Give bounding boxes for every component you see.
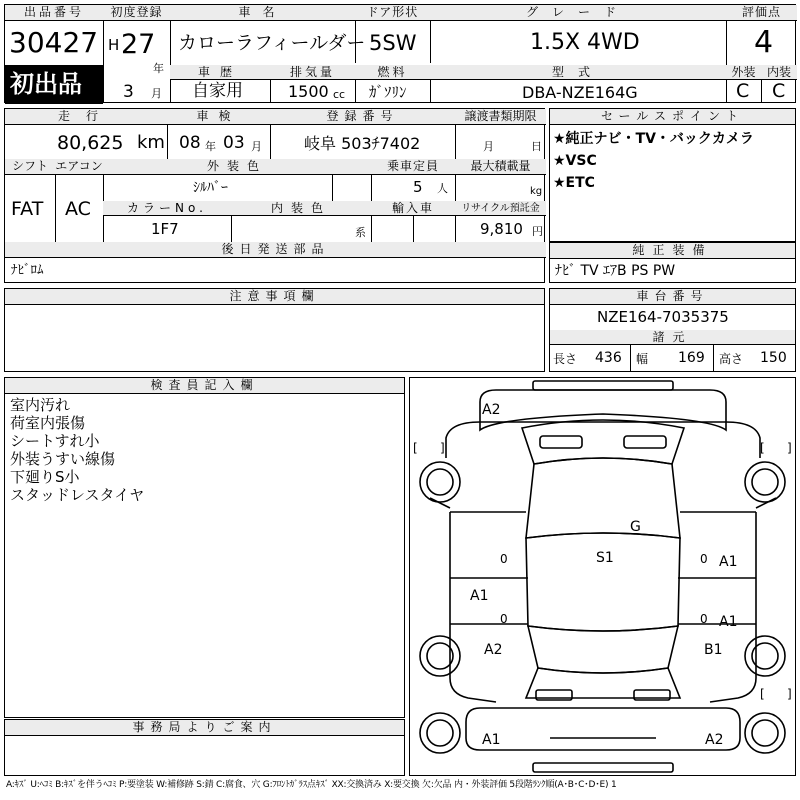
sales-point-3: ★ETC — [553, 175, 595, 191]
fuel-value: ｶﾞｿﾘﾝ — [369, 83, 407, 101]
door-label: ドア形状 — [355, 5, 430, 21]
load-cell — [455, 159, 546, 201]
grade-value: 1.5X 4WD — [530, 30, 640, 55]
model-label: 型式 — [430, 65, 726, 80]
model-value: DBA-NZE164G — [522, 83, 638, 102]
wid-value: 169 — [678, 350, 705, 366]
car-name: カローラフィールダー — [178, 32, 366, 54]
cap-cell — [371, 159, 455, 201]
import-label: 輸入車 — [371, 201, 455, 216]
transfer-cell — [455, 109, 546, 159]
score-label: 評価点 — [726, 5, 797, 21]
plate-cell — [270, 109, 455, 159]
transfer-month: 月 — [483, 140, 494, 153]
mark-a1-left-front: A1 — [470, 588, 489, 604]
mark-a2-bottom-right: A2 — [705, 732, 724, 748]
fuel-label: 燃料 — [355, 65, 430, 80]
score-cell — [726, 5, 797, 65]
standard-equipment-value: ﾅﾋﾞ TV ｴｱB PS PW — [555, 263, 676, 279]
fuel-cell — [355, 65, 430, 104]
reg-year-unit: 年 — [153, 62, 164, 75]
colorno-label: カラーNo. — [103, 201, 231, 216]
damage-diagram-box — [409, 377, 796, 776]
intcolor-label: 内装色 — [231, 201, 371, 216]
reg-cell — [103, 5, 170, 104]
chassis-box — [549, 288, 796, 372]
inspect-year: 08 — [179, 133, 201, 153]
door-value: 5SW — [369, 31, 417, 55]
inspect-month-unit: 月 — [251, 140, 262, 153]
ac-value: AC — [65, 198, 91, 220]
reg-month-unit: 月 — [151, 87, 162, 100]
load-label: 最大積載量 — [455, 159, 546, 175]
dims-label: 諸元 — [550, 330, 795, 345]
mark-a1-right-rear: A1 — [719, 614, 738, 630]
disp-unit: cc — [333, 88, 346, 101]
reg-era: H — [108, 36, 120, 54]
mark-zero-1: 0 — [500, 552, 508, 566]
score-value: 4 — [754, 25, 774, 60]
ac-label: エアコン — [55, 159, 103, 173]
sales-point-1: ★純正ナビ・TV・バックカメラ — [553, 131, 754, 147]
int-label: 内装 — [761, 65, 797, 80]
lot-number: 30427 — [9, 26, 99, 59]
lot-cell — [5, 5, 103, 65]
disp-cell — [270, 65, 355, 104]
inspect-cell — [167, 109, 270, 159]
first-listing-text: 初出品 — [10, 70, 82, 98]
inspector-line-1: 室内汚れ — [10, 396, 71, 414]
cap-value: 5 — [413, 178, 423, 196]
inspector-line-3: シートすれ小 — [10, 432, 100, 450]
first-listing-badge — [5, 65, 103, 104]
sales-point-2: ★VSC — [553, 153, 597, 169]
header-box — [4, 4, 796, 103]
shift-label: シフト — [5, 159, 55, 175]
history-label: 車歴 — [170, 65, 270, 80]
cap-label: 乗車定員 — [371, 159, 455, 175]
inspector-line-5: 下廻りS小 — [10, 468, 80, 486]
grade-label: グレード — [430, 5, 726, 21]
disp-value: 1500 — [288, 82, 329, 101]
int-value: C — [772, 80, 786, 102]
len-value: 436 — [595, 350, 622, 366]
hgt-value: 150 — [760, 350, 787, 366]
standard-equipment-label: 純正装備 — [550, 243, 795, 259]
intcolor-unit: 系 — [355, 226, 366, 239]
plate-value: 岐阜 503ﾁ7402 — [304, 134, 421, 153]
ext-label: 外装 — [726, 65, 761, 80]
inspector-box — [4, 377, 405, 718]
shift-value: FAT — [11, 198, 44, 220]
inspector-line-2: 荷室内張傷 — [10, 414, 86, 432]
office-box — [4, 719, 405, 776]
colorno-value: 1F7 — [151, 220, 179, 238]
recycle-unit: 円 — [532, 225, 543, 238]
lot-label: 出品番号 — [5, 5, 103, 21]
shift-cell — [5, 159, 55, 242]
mark-zero-2: 0 — [700, 552, 708, 566]
reg-month: 3 — [123, 82, 134, 102]
name-label: 車名 — [170, 5, 355, 21]
mileage-unit: km — [137, 132, 165, 153]
ext-value: C — [736, 80, 750, 102]
plate-label: 登録番号 — [270, 109, 455, 125]
transfer-label: 譲渡書類期限 — [455, 109, 546, 125]
ac-cell — [55, 159, 103, 242]
car-diagram — [410, 378, 795, 775]
post-label: 後日発送部品 — [5, 242, 546, 258]
hgt-label: 高さ — [719, 352, 744, 366]
history-value: 自家用 — [192, 81, 243, 101]
notes-label: 注意事項欄 — [5, 289, 544, 305]
door-cell — [355, 5, 430, 65]
recycle-label: リサイクル預託金 — [455, 201, 546, 216]
vehicle-info-box — [4, 108, 545, 283]
wid-label: 幅 — [636, 352, 649, 366]
inspector-line-6: スタッドレスタイヤ — [10, 486, 145, 504]
office-label: 事務局よりご案内 — [5, 720, 404, 736]
inspect-month: 03 — [223, 133, 245, 153]
mark-s1: S1 — [596, 550, 614, 566]
legend-text: A:ｷｽﾞ U:ﾍｺﾐ B:ｷｽﾞを伴うﾍｺﾐ P:要塗装 W:補修跡 S:錆 C:腐食、穴 G:ﾌﾛﾝﾄｶﾞﾗｽ点ｷｽﾞ XX:交換済み X:要交換 欠:欠品 内・外装評価 5段階ﾗﾝｸ順(A･B･C･D･E) 1 — [6, 780, 617, 790]
bracket-left-3: [ — [760, 687, 765, 701]
color-label: 外装色 — [103, 159, 371, 175]
notes-box — [4, 288, 545, 372]
inspector-line-4: 外装うすい線傷 — [10, 450, 116, 468]
disp-label: 排気量 — [270, 65, 355, 80]
mark-zero-3: 0 — [500, 612, 508, 626]
mileage-value: 80,625 — [57, 132, 124, 154]
load-unit: kg — [530, 186, 543, 197]
mileage-cell — [5, 109, 167, 159]
mark-a2-top: A2 — [482, 402, 501, 418]
mark-zero-4: 0 — [700, 612, 708, 626]
bracket-right-2: ] — [787, 441, 792, 455]
model-cell — [430, 65, 726, 104]
chassis-label: 車台番号 — [550, 289, 795, 305]
inspector-label: 検査員記入欄 — [5, 378, 404, 394]
grade-cell — [430, 5, 726, 65]
post-value: ﾅﾋﾞﾛﾑ — [11, 263, 44, 278]
bracket-right-3: ] — [787, 687, 792, 701]
len-label: 長さ — [553, 352, 578, 366]
color-value: ｼﾙﾊﾞｰ — [193, 180, 228, 196]
mark-g: G — [630, 519, 641, 535]
bracket-left-2: [ — [760, 441, 765, 455]
inspect-label: 車検 — [167, 109, 270, 125]
bracket-right-1: ] — [440, 441, 445, 455]
cap-unit: 人 — [437, 182, 448, 195]
mark-b1-right-rear: B1 — [704, 642, 723, 658]
reg-year: 27 — [121, 29, 156, 60]
transfer-day: 日 — [531, 140, 542, 153]
reg-label: 初度登録 — [103, 5, 170, 21]
chassis-value: NZE164-7035375 — [597, 308, 729, 326]
sales-points-box — [549, 108, 796, 242]
mark-a1-bottom-left: A1 — [482, 732, 501, 748]
int-cell — [761, 65, 797, 104]
recycle-value: 9,810 — [480, 220, 523, 238]
ext-cell — [726, 65, 761, 104]
bracket-left-1: [ — [413, 441, 418, 455]
mark-a2-left-rear: A2 — [484, 642, 503, 658]
mark-a1-right-front: A1 — [719, 554, 738, 570]
mileage-label: 走行 — [5, 109, 167, 125]
history-cell — [170, 65, 270, 104]
name-cell — [170, 5, 366, 65]
inspect-year-unit: 年 — [205, 140, 216, 153]
standard-equipment-box — [549, 242, 796, 283]
sales-points-label: セールスポイント — [550, 109, 795, 125]
